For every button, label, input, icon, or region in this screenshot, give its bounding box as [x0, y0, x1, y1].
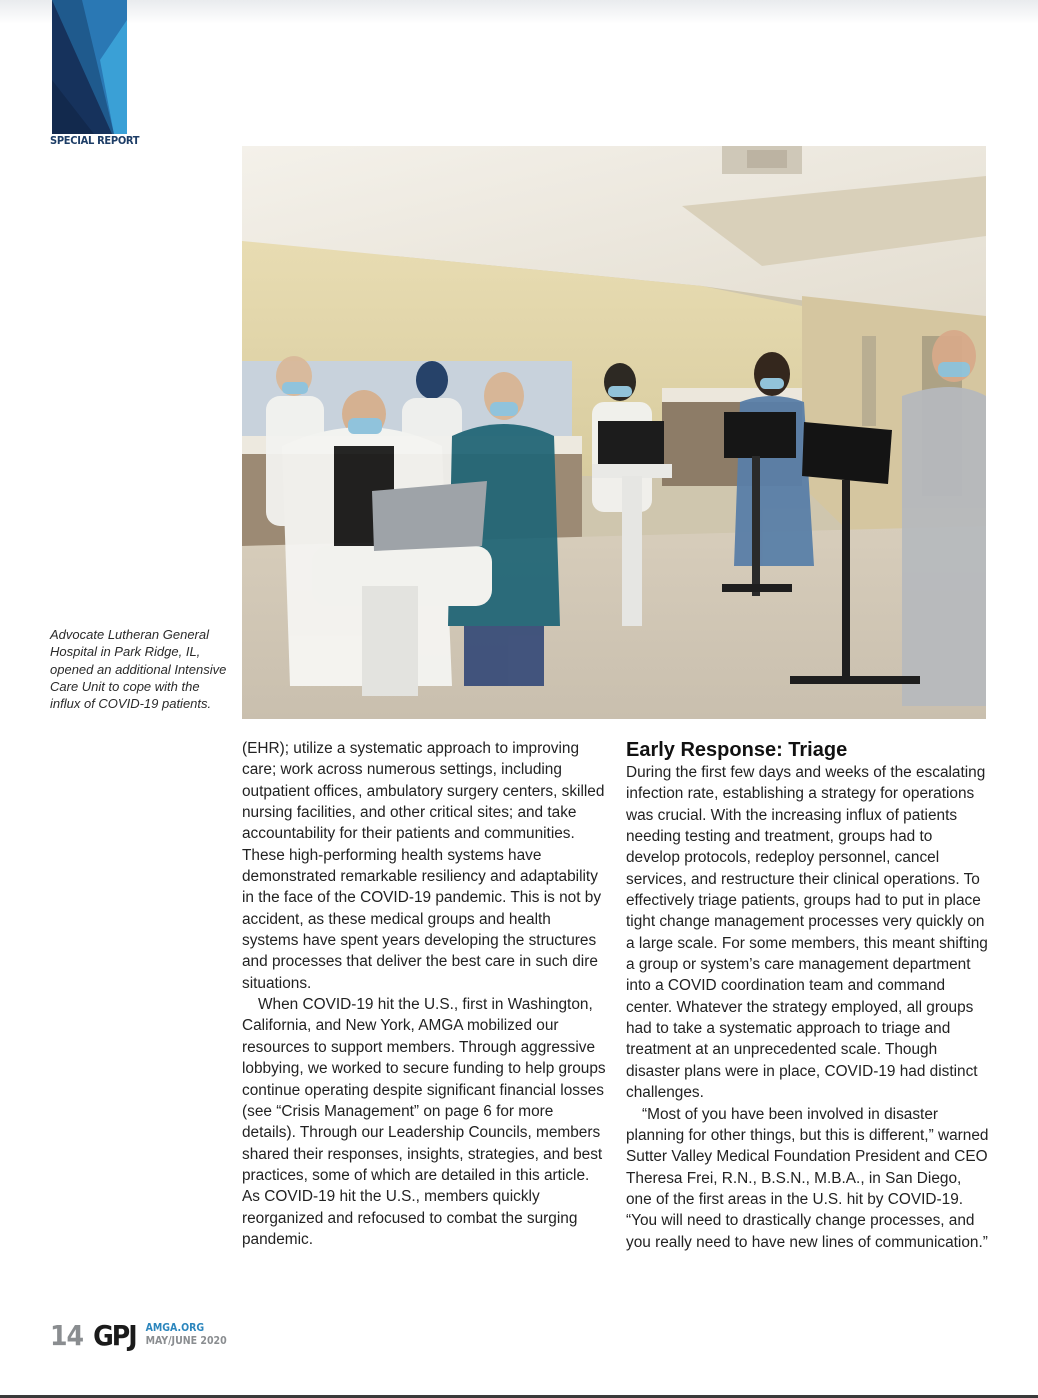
website-link[interactable]: AMGA.ORG [145, 1322, 205, 1334]
body-paragraph: When COVID-19 hit the U.S., first in Washington, California, and New York, AMGA mobilized our resources to support members. Through aggressive lobbying, we worked to secure funding to help groups continue operating despite significant financial losses (see “Crisis Management” on page 6 for more details). Through our Leadership Councils, members shared their responses, insights, strategies, and best practices, some of which are detailed in this article. As COVID-19 hit the U.S., members quickly reorganized and refocused to combat the surging pandemic. [242, 996, 606, 1248]
photo-caption: Advocate Lutheran General Hospital in Park Ridge, IL, opened an additional Intensive Care Unit to cope with the influx of COVID-19 patients. [50, 627, 227, 712]
body-paragraph: During the first few days and weeks of the escalating infection rate, establishing a strategy for operations was crucial. With the increasing influx of patients needing testing and treatment, groups had to develop protocols, redeploy personnel, cancel services, and restructure their clinical operations. To effectively triage patients, groups had to put in place tight change management processes very quickly on a large scale. For some members, this meant shifting a group or system’s care management department into a COVID coordination team and command center. Whatever the strategy employed, all groups had to take a systematic approach to triage and treatment at an unprecedented scale. Though disaster plans were in place, COVID-19 had distinct challenges. [626, 764, 988, 1102]
body-paragraph: (EHR); utilize a systematic approach to improving care; work across numerous settings, including outpatient offices, ambulatory surgery centers, skilled nursing facilities, and other critical sites; and take accountability for their patients and communities. These high-performing health systems have demonstrated remarkable resiliency and adaptability in the face of the COVID-19 pandemic. This is not by accident, as these medical groups and health systems have spent years developing the structures and processes that deliver the best care in such dire situations. [242, 740, 605, 992]
section-heading: Early Response: Triage [626, 739, 848, 761]
footer-meta [146, 1322, 227, 1348]
article-column-right [626, 738, 990, 1253]
page-footer [50, 1318, 227, 1352]
page-number: 14 [50, 1318, 84, 1352]
article-column-left [242, 738, 608, 1250]
section-label: SPECIAL REPORT [50, 134, 140, 147]
issue-date: MAY/JUNE 2020 [145, 1335, 227, 1347]
body-paragraph: “Most of you have been involved in disaster planning for other things, but this is different,” warned Sutter Valley Medical Foundation President and CEO Theresa Frei, R.N., B.S.N., M.B.A., in San Diego, one of the first areas in the U.S. hit by COVID-19. “You will need to drastically change processes, and you really need to have new lines of communication.” [626, 1105, 989, 1251]
magazine-logo: GPJ [93, 1318, 136, 1352]
hospital-icu-photo [242, 146, 986, 719]
top-shade [0, 0, 1038, 24]
section-corner-graphic [52, 0, 127, 134]
